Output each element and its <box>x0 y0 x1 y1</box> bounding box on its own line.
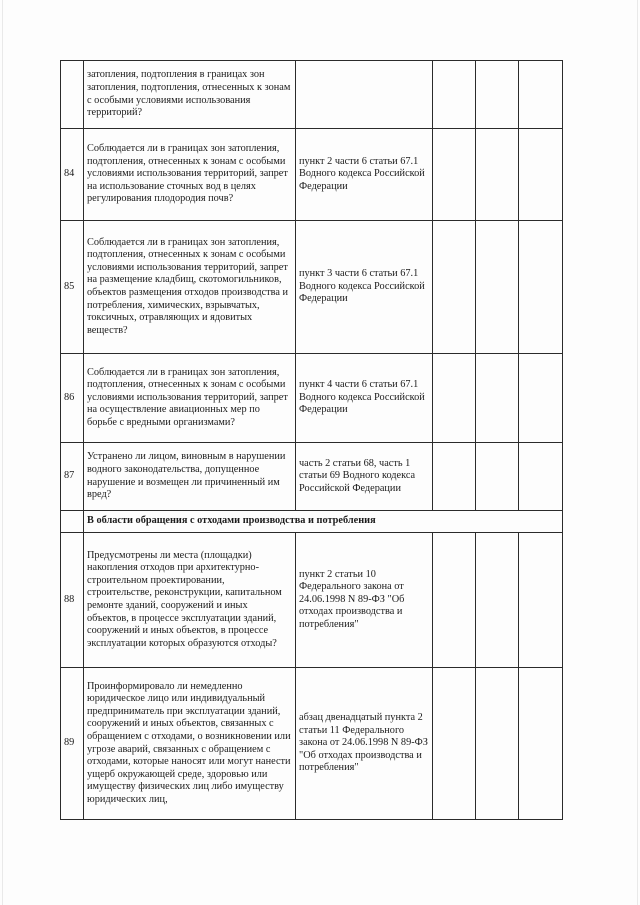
legal-reference: часть 2 статьи 68, часть 1 статьи 69 Водного кодекса Российской Федерации <box>296 443 433 511</box>
table-row <box>61 533 563 668</box>
answer-cell-yes <box>433 533 476 668</box>
answer-cell-no <box>476 533 519 668</box>
table-row <box>61 354 563 443</box>
legal-reference: пункт 2 статьи 10 Федерального закона от 24.06.1998 N 89-ФЗ "Об отходах производства и потребления" <box>296 533 433 668</box>
table-row <box>61 129 563 221</box>
row-number: 84 <box>61 129 84 221</box>
answer-cell-na <box>519 354 563 443</box>
answer-cell-no <box>476 221 519 354</box>
requirement-question: Проинформировало ли немедленно юридическое лицо или индивидуальный предприниматель при эксплуатации зданий, сооружений и иных объектов, связанных с обращением с отходами, о возникновении или угрозе аварий, связанных с обращением с отходами, которые наносят или могут нанести ущерб окружающей среде, здоровью или имуществу физических лиц либо имуществу юридических лиц, <box>84 668 296 820</box>
table-row <box>61 221 563 354</box>
answer-cell-yes <box>433 61 476 129</box>
answer-cell-na <box>519 443 563 511</box>
row-number <box>61 511 84 533</box>
scan-edge-left <box>2 0 3 905</box>
row-number: 87 <box>61 443 84 511</box>
requirement-question: затопления, подтопления в границах зон затопления, подтопления, отнесенных к зонам с особыми условиями использования территорий? <box>84 61 296 129</box>
answer-cell-no <box>476 129 519 221</box>
row-number: 88 <box>61 533 84 668</box>
requirement-question: Соблюдается ли в границах зон затопления, подтопления, отнесенных к зонам с особыми условиями использования территорий, запрет на размещение кладбищ, скотомогильников, объектов размещения отходов производства и потребления, химических, взрывчатых, токсичных, отравляющих и ядовитых веществ? <box>84 221 296 354</box>
row-number <box>61 61 84 129</box>
legal-reference: пункт 3 части 6 статьи 67.1 Водного кодекса Российской Федерации <box>296 221 433 354</box>
answer-cell-yes <box>433 129 476 221</box>
row-number: 85 <box>61 221 84 354</box>
table-row <box>61 668 563 820</box>
answer-cell-na <box>519 221 563 354</box>
requirement-question: Предусмотрены ли места (площадки) накопления отходов при архитектурно-строительном проектировании, строительстве, реконструкции, капитальном ремонте зданий, сооружений и иных объектов, в процессе эксплуатации зданий, сооружений и иных объектов, в процессе эксплуатации которых образуются отходы? <box>84 533 296 668</box>
answer-cell-na <box>519 61 563 129</box>
scan-edge-right <box>637 0 638 905</box>
checklist-table <box>60 60 563 820</box>
answer-cell-yes <box>433 443 476 511</box>
answer-cell-no <box>476 443 519 511</box>
row-number: 89 <box>61 668 84 820</box>
answer-cell-yes <box>433 221 476 354</box>
answer-cell-no <box>476 354 519 443</box>
answer-cell-na <box>519 533 563 668</box>
answer-cell-yes <box>433 668 476 820</box>
legal-reference: абзац двенадцатый пункта 2 статьи 11 Федерального закона от 24.06.1998 N 89-ФЗ "Об отходах производства и потребления" <box>296 668 433 820</box>
section-row <box>61 511 563 533</box>
legal-reference <box>296 61 433 129</box>
row-number: 86 <box>61 354 84 443</box>
requirement-question: Устранено ли лицом, виновным в нарушении водного законодательства, допущенное нарушение и возмещен ли причиненный им вред? <box>84 443 296 511</box>
table-row <box>61 443 563 511</box>
answer-cell-no <box>476 668 519 820</box>
requirement-question: Соблюдается ли в границах зон затопления, подтопления, отнесенных к зонам с особыми условиями использования территорий, запрет на использование сточных вод в целях регулирования плодородия почв? <box>84 129 296 221</box>
section-heading: В области обращения с отходами производства и потребления <box>84 511 563 533</box>
legal-reference: пункт 4 части 6 статьи 67.1 Водного кодекса Российской Федерации <box>296 354 433 443</box>
answer-cell-no <box>476 61 519 129</box>
requirement-question: Соблюдается ли в границах зон затопления, подтопления, отнесенных к зонам с особыми условиями использования территорий, запрет на осуществление авиационных мер по борьбе с вредными организмами? <box>84 354 296 443</box>
answer-cell-na <box>519 668 563 820</box>
answer-cell-yes <box>433 354 476 443</box>
answer-cell-na <box>519 129 563 221</box>
legal-reference: пункт 2 части 6 статьи 67.1 Водного кодекса Российской Федерации <box>296 129 433 221</box>
table-row <box>61 61 563 129</box>
